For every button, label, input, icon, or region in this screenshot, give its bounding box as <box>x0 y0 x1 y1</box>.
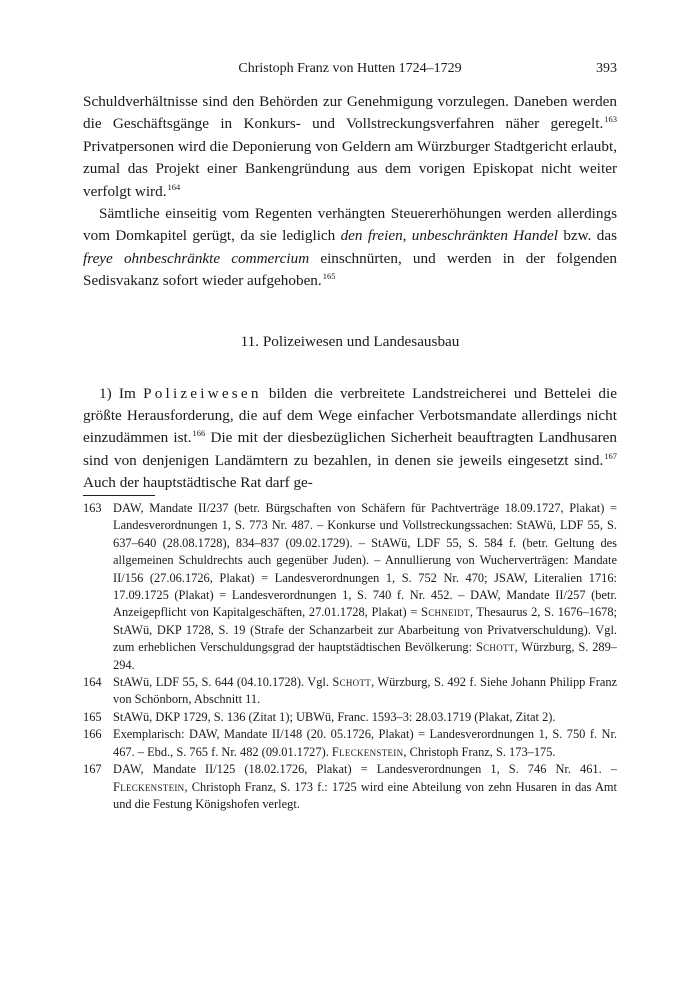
paragraph-3 <box>83 383 617 495</box>
section-heading: 11. Polizeiwesen und Landesausbau <box>240 332 460 350</box>
footnote-ref-164[interactable]: 164 <box>167 181 181 192</box>
running-title: Christoph Franz von Hutten 1724–1729 <box>238 61 462 76</box>
footnotes <box>83 500 617 813</box>
footnote-text <box>113 726 617 761</box>
paragraph-1 <box>83 91 617 203</box>
footnote-divider <box>83 495 155 496</box>
paragraph-text: 1) Im <box>99 384 144 402</box>
footnote-text-part: StAWü, LDF 55, S. 644 (04.10.1728). Vgl. <box>113 675 333 690</box>
footnote-text <box>113 761 617 813</box>
footnote-text-part: DAW, Mandate II/237 (betr. Bürgschaften von Schäfern für Pachtverträge 18.09.1727, Plakat) = Landesverordnungen 1, S. 773 Nr. 487. – Konkurse und Vollstreckungssachen: StAWü, LDF 55, S. 637–640 (28.08.1728), 834–837 (09.02.1729). – StAWü, LDF 55, S. 584 f. (betr. Geltung des allgemeinen Schuldrechts auch gegenüber Juden). – Annullierung von Wucherverträgen: Mandate II/156 (27.06.1726, Plakat) = Landesverordnungen 1, S. 752 Nr. 470; JSAW, Literalien 1716: 17.09.1725 (Plakat) = Landesverordnungen 1, S. 740 f. Nr. 452. – DAW, Mandate II/257 (betr. Anzeigepflicht von Kapitalgeschäften, 27.01.1728, Plakat) = <box>113 501 617 620</box>
paragraph-text: Die mit der diesbezüglichen Sicherheit beauftragten Landhusaren sind von denjenigen Landämtern zu bezahlen, in denen sie jeweils eingesetzt sind. <box>83 429 617 469</box>
footnote-text-part: , Würzburg, S. 492 f. Siehe Johann Philipp Franz von Schönborn, Abschnitt 11. <box>113 675 618 707</box>
footnote-number: 165 <box>83 709 102 724</box>
spaced-term: Polizeiwesen <box>143 384 262 402</box>
footnote-number: 163 <box>83 501 102 515</box>
footnote-text: StAWü, DKP 1729, S. 136 (Zitat 1); UBWü, Franc. 1593–3: 28.03.1719 (Plakat, Zitat 2). <box>113 709 556 724</box>
quote-italic: freye ohnbeschränkte commercium <box>83 249 310 267</box>
footnote-text-part: , Christoph Franz, S. 173 f.: 1725 wird eine Abteilung von zehn Husaren in das Amt und die Festung Königshofen verlegt. <box>113 779 617 811</box>
paragraph-text: Privatpersonen wird die Deponierung von Geldern am Würzburger Stadtgericht erlaubt, zumal das Projekt einer Bankengründung aus dem vorigen Episkopat nicht weiter verfolgt wird. <box>83 137 617 200</box>
quote-italic: den freien, unbeschränkten Handel <box>340 227 558 245</box>
footnote-text <box>113 500 617 674</box>
footnote-165 <box>83 709 617 726</box>
paragraph-text: Auch der hauptstädtische Rat darf ge- <box>83 474 313 492</box>
main-text <box>83 91 617 495</box>
footnote-text-part: Exemplarisch: DAW, Mandate II/148 (20. 05.1726, Plakat) = Landesverordnungen 1, S. 750 f. Nr. 467. – Ebd., S. 765 f. Nr. 482 (09.01.1727). <box>113 727 617 759</box>
footnote-text-part: , Thesaurus 2, S. 1676–1678; StAWü, DKP 1728, S. 19 (Strafe der Schanzarbeit zur Abarbeitung von Privatverschuldung). Vgl. zum erheblichen Verschuldungsgrad der hauptstädtischen Bevölkerung: <box>113 605 617 655</box>
footnote-text-part: , Würzburg, S. 289–294. <box>113 640 617 672</box>
paragraph-text: bilden die verbreitete Landstreicherei und Bettelei die größte Herausforderung, die auf dem Wege einfacher Verbotsmandate allerdings nicht einzudämmen ist. <box>83 384 617 447</box>
footnote-166 <box>83 726 617 761</box>
footnote-number: 166 <box>83 727 102 742</box>
author-name: Schott <box>475 640 515 655</box>
page-number: 393 <box>596 61 617 76</box>
footnote-ref-165[interactable]: 165 <box>322 271 336 282</box>
footnote-163 <box>83 500 617 674</box>
footnote-text-part: DAW, Mandate II/125 (18.02.1726, Plakat) = Landesverordnungen 1, S. 746 Nr. 461. – <box>113 762 617 777</box>
paragraph-text: bzw. das <box>558 227 617 245</box>
footnote-ref-167[interactable]: 167 <box>604 450 617 461</box>
author-name: Schneidt <box>421 605 470 620</box>
footnote-167 <box>83 761 617 813</box>
footnote-164 <box>83 674 617 709</box>
paragraph-text: einschnürten, und werden in der folgenden Sedisvakanz sofort wieder aufgehoben. <box>83 249 617 290</box>
author-name: Fleckenstein <box>113 779 185 794</box>
paragraph-text: Sämtliche einseitig vom Regenten verhängten Steuererhöhungen werden allerdings vom Domkapitel gerügt, da sie lediglich <box>83 205 617 245</box>
running-header <box>83 60 617 78</box>
footnote-text <box>113 674 617 709</box>
footnote-ref-163[interactable]: 163 <box>604 114 617 125</box>
paragraph-2 <box>83 203 617 293</box>
footnote-number: 167 <box>83 762 102 777</box>
footnote-number: 164 <box>83 675 102 690</box>
paragraph-text: Schuldverhältnisse sind den Behörden zur Genehmigung vorzulegen. Daneben werden die Geschäftsgänge in Konkurs- und Vollstreckungsverfahren näher geregelt. <box>83 93 617 133</box>
footnote-ref-166[interactable]: 166 <box>192 428 206 439</box>
footnote-text-part: , Christoph Franz, S. 173–175. <box>403 744 556 759</box>
author-name: Fleckenstein <box>331 744 404 759</box>
author-name: Schott <box>332 675 372 690</box>
